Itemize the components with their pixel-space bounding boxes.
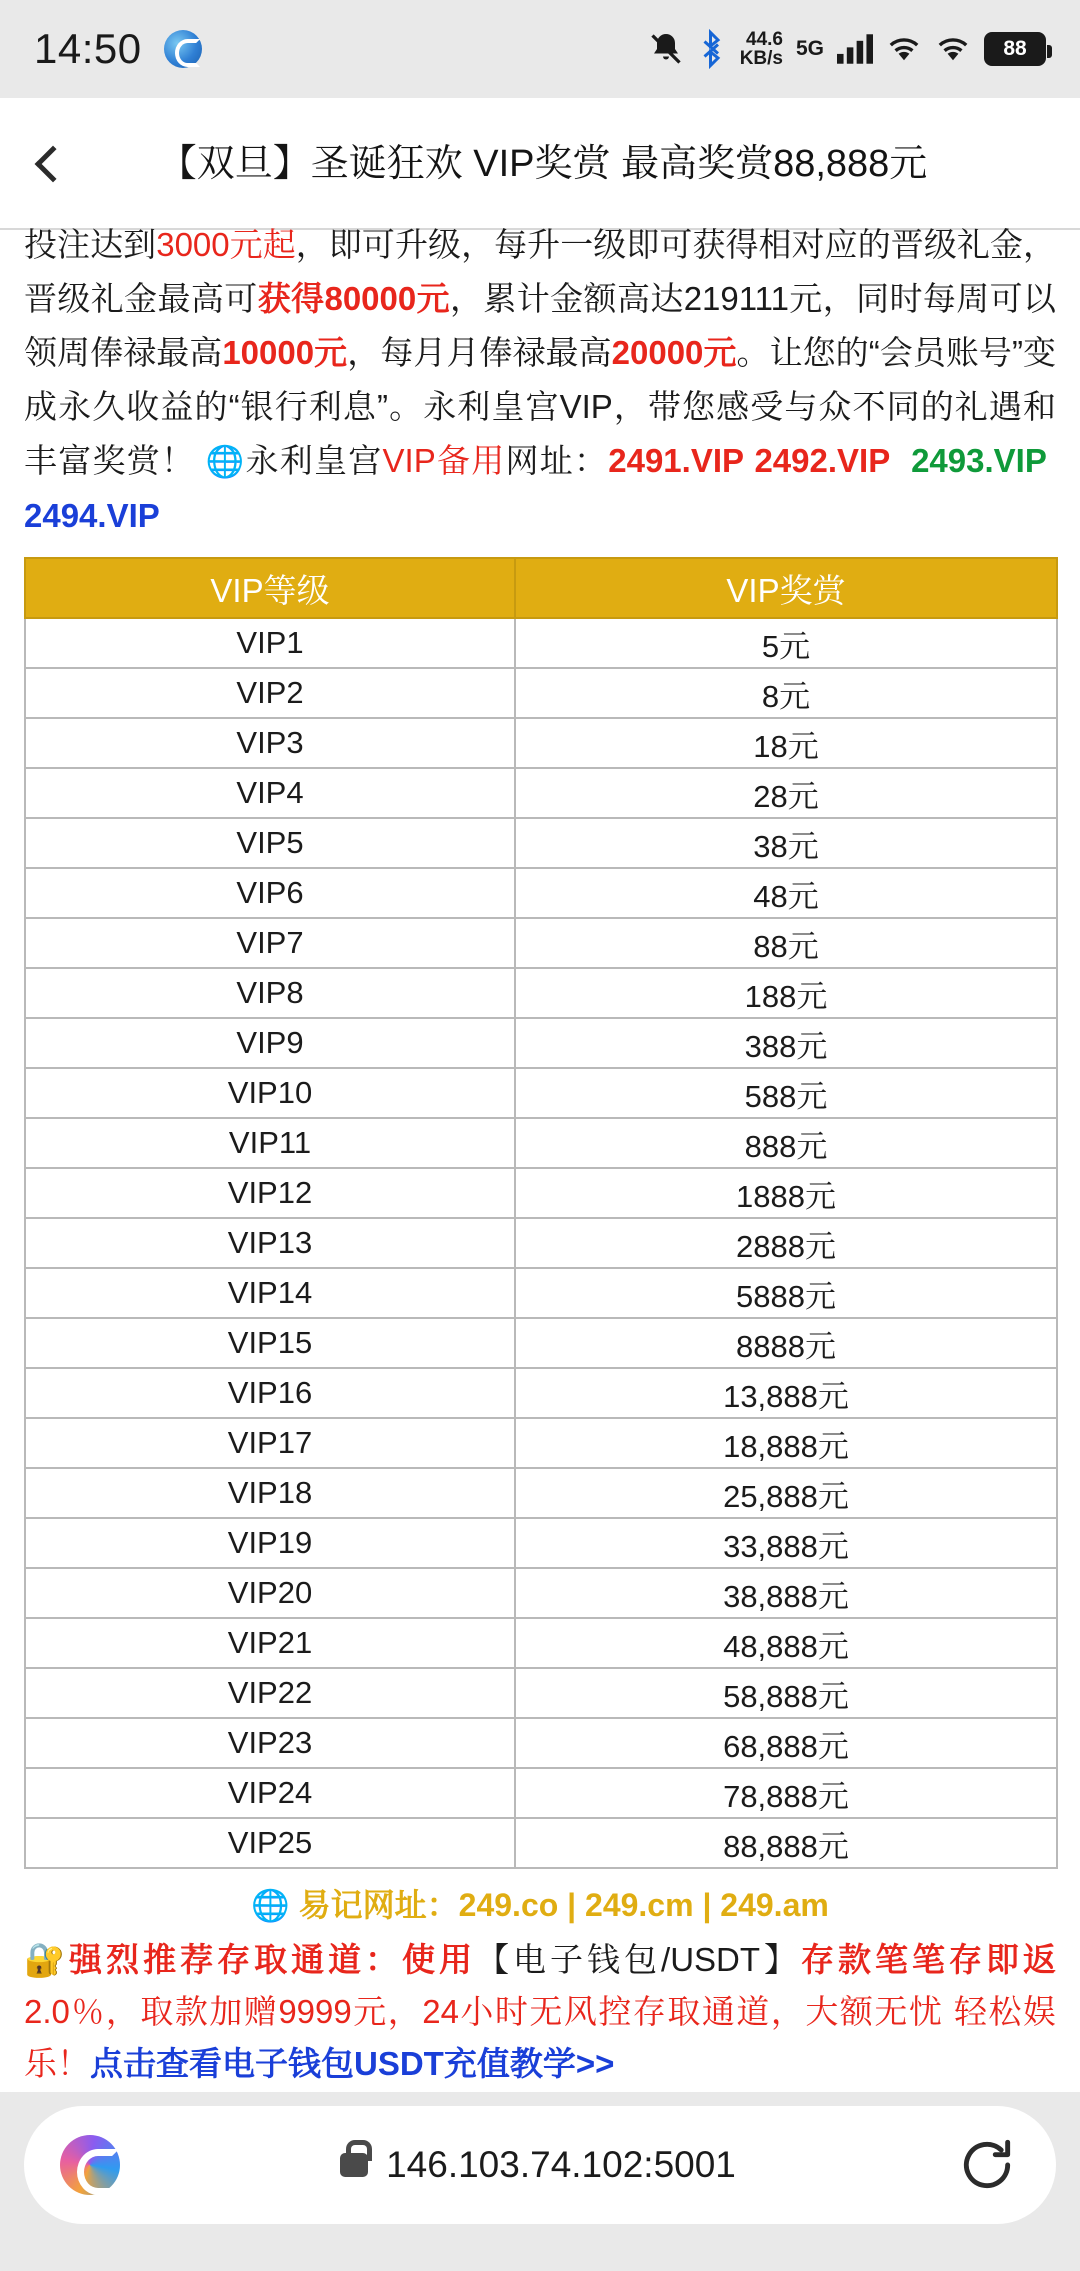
easy-site-line[interactable] <box>24 1883 1056 1928</box>
table-row <box>25 1768 1057 1818</box>
intro-highlight-1: 3000元起 <box>156 226 296 263</box>
cell-level: VIP22 <box>25 1668 515 1718</box>
intro-text-b: ，累计金额高达219111元，同时每周可以领周俸禄最高 <box>24 280 1057 371</box>
battery-indicator: 88 <box>984 32 1046 66</box>
intro-paragraph <box>24 218 1056 543</box>
cell-level: VIP21 <box>25 1618 515 1668</box>
network-speed-value: 44.6 <box>746 28 783 50</box>
table-row <box>25 1418 1057 1468</box>
cell-reward: 38元 <box>515 818 1057 868</box>
cell-reward: 38,888元 <box>515 1568 1057 1618</box>
cell-reward: 88,888元 <box>515 1818 1057 1868</box>
promo-line-a: 强烈推荐存取通道：使用 <box>69 1941 477 1978</box>
cell-reward: 18,888元 <box>515 1418 1057 1468</box>
lock-icon <box>340 2153 368 2177</box>
cell-level: VIP7 <box>25 918 515 968</box>
network-type-label: 5G <box>795 37 824 60</box>
backup-site-3[interactable]: 2493.VIP <box>911 442 1047 479</box>
table-row <box>25 1668 1057 1718</box>
page-header <box>0 98 1080 230</box>
globe-icon: 🌐 <box>205 444 246 479</box>
cell-reward: 88元 <box>515 918 1057 968</box>
cell-reward: 888元 <box>515 1118 1057 1168</box>
url-text: 146.103.74.102:5001 <box>386 2144 736 2185</box>
lock-emoji-icon: 🔐 <box>24 1941 70 1978</box>
page-title: 【双旦】圣诞狂欢 VIP奖赏 最高奖赏88,888元 <box>158 143 928 185</box>
cell-level: VIP17 <box>25 1418 515 1468</box>
intro-highlight-4: 20000元 <box>611 334 737 371</box>
status-icons <box>648 30 1046 69</box>
network-speed-unit: KB/s <box>739 48 783 69</box>
table-row <box>25 1068 1057 1118</box>
table-row <box>25 1618 1057 1668</box>
cell-reward: 5888元 <box>515 1268 1057 1318</box>
cell-reward: 48,888元 <box>515 1618 1057 1668</box>
copilot-icon <box>164 30 202 68</box>
cell-reward: 588元 <box>515 1068 1057 1118</box>
promo-link[interactable]: 点击查看电子钱包USDT充值教学>> <box>90 2045 615 2082</box>
intro-text-c: ，每月月俸禄最高 <box>347 334 612 371</box>
table-row <box>25 1168 1057 1218</box>
table-row <box>25 1468 1057 1518</box>
wifi-icon <box>935 34 971 64</box>
status-bar <box>0 0 1080 98</box>
table-row <box>25 618 1057 668</box>
cell-level: VIP13 <box>25 1218 515 1268</box>
cell-level: VIP18 <box>25 1468 515 1518</box>
table-row <box>25 1218 1057 1268</box>
cell-reward: 25,888元 <box>515 1468 1057 1518</box>
table-row <box>25 1818 1057 1868</box>
intro-line-1: 投注达到 <box>24 226 157 263</box>
wifi-icon <box>886 34 922 64</box>
cell-reward: 58,888元 <box>515 1668 1057 1718</box>
cell-level: VIP10 <box>25 1068 515 1118</box>
promo-line-d: 娱乐！ <box>24 1993 1056 2082</box>
table-row <box>25 968 1057 1018</box>
backup-label-tail: 网址： <box>505 442 609 479</box>
promo-wallet-tag: 【电子钱包/USDT】 <box>476 1941 802 1978</box>
cell-reward: 8888元 <box>515 1318 1057 1368</box>
table-row <box>25 1118 1057 1168</box>
vip-rewards-table <box>24 557 1058 1869</box>
globe-icon: 🌐 <box>251 1888 290 1923</box>
cell-level: VIP8 <box>25 968 515 1018</box>
intro-highlight-2: 获得80000元 <box>257 280 451 317</box>
table-header-reward: VIP奖赏 <box>515 558 1057 618</box>
easy-site-text: 易记网址：249.co | 249.cm | 249.am <box>298 1887 829 1923</box>
table-row <box>25 918 1057 968</box>
bell-muted-icon <box>648 31 684 67</box>
promo-line-c: 2.0％，取款加赠9999元，24小时无风控存取通道，大额无忧 轻松 <box>24 1993 1023 2030</box>
promo-line-b: 存款笔笔存即返 <box>801 1941 1057 1978</box>
reload-icon[interactable] <box>956 2134 1018 2196</box>
table-row <box>25 768 1057 818</box>
table-header-level: VIP等级 <box>25 558 515 618</box>
url-display[interactable] <box>120 2144 956 2186</box>
browser-bottom-bar <box>0 2092 1080 2271</box>
cell-level: VIP11 <box>25 1118 515 1168</box>
table-row <box>25 1368 1057 1418</box>
cell-level: VIP23 <box>25 1718 515 1768</box>
backup-label-red: VIP备用 <box>382 442 506 479</box>
cell-level: VIP24 <box>25 1768 515 1818</box>
table-row <box>25 818 1057 868</box>
cell-reward: 33,888元 <box>515 1518 1057 1568</box>
backup-label: 永利皇宫 <box>245 442 383 479</box>
table-row <box>25 1568 1057 1618</box>
backup-site-4[interactable]: 2494.VIP <box>24 497 160 534</box>
table-row <box>25 718 1057 768</box>
cell-reward: 188元 <box>515 968 1057 1018</box>
cell-reward: 8元 <box>515 668 1057 718</box>
cell-reward: 48元 <box>515 868 1057 918</box>
backup-site-2[interactable]: 2492.VIP <box>754 442 891 479</box>
promo-paragraph <box>24 1934 1056 2090</box>
table-row <box>25 1318 1057 1368</box>
cell-level: VIP12 <box>25 1168 515 1218</box>
bluetooth-icon <box>697 31 727 67</box>
url-bar[interactable] <box>24 2106 1056 2224</box>
back-button[interactable] <box>0 98 96 230</box>
backup-site-1[interactable]: 2491.VIP <box>608 442 745 479</box>
cell-level: VIP1 <box>25 618 515 668</box>
cell-reward: 2888元 <box>515 1218 1057 1268</box>
cell-reward: 1888元 <box>515 1168 1057 1218</box>
cell-level: VIP2 <box>25 668 515 718</box>
cell-reward: 28元 <box>515 768 1057 818</box>
table-row <box>25 668 1057 718</box>
cell-reward: 68,888元 <box>515 1718 1057 1768</box>
cell-level: VIP16 <box>25 1368 515 1418</box>
status-time: 14:50 <box>34 25 142 72</box>
cell-level: VIP20 <box>25 1568 515 1618</box>
table-row <box>25 1718 1057 1768</box>
table-row <box>25 1518 1057 1568</box>
cell-level: VIP14 <box>25 1268 515 1318</box>
cell-reward: 18元 <box>515 718 1057 768</box>
cell-level: VIP15 <box>25 1318 515 1368</box>
copilot-icon[interactable] <box>60 2135 120 2195</box>
intro-text-d: 。让您的“会员账号”变成永久收益的“银行利息”。永利皇宫VIP，带您感受与众不同的礼遇和丰富奖赏！ <box>24 334 1057 479</box>
intro-text-a: ，即可升级，每升一级即可获得相对应的晋级礼金，晋级礼金最高可 <box>24 226 1056 317</box>
signal-bars-icon <box>837 33 873 65</box>
article-content[interactable] <box>0 226 1080 2092</box>
intro-highlight-3: 10000元 <box>222 334 348 371</box>
cell-level: VIP6 <box>25 868 515 918</box>
table-header-row <box>25 558 1057 618</box>
back-chevron-icon <box>35 146 72 183</box>
table-row <box>25 1018 1057 1068</box>
cell-level: VIP9 <box>25 1018 515 1068</box>
cell-level: VIP25 <box>25 1818 515 1868</box>
table-row <box>25 868 1057 918</box>
cell-level: VIP3 <box>25 718 515 768</box>
network-speed <box>740 30 783 69</box>
cell-level: VIP4 <box>25 768 515 818</box>
cell-reward: 5元 <box>515 618 1057 668</box>
table-row <box>25 1268 1057 1318</box>
cell-level: VIP19 <box>25 1518 515 1568</box>
cell-level: VIP5 <box>25 818 515 868</box>
cell-reward: 78,888元 <box>515 1768 1057 1818</box>
cell-reward: 388元 <box>515 1018 1057 1068</box>
cell-reward: 13,888元 <box>515 1368 1057 1418</box>
